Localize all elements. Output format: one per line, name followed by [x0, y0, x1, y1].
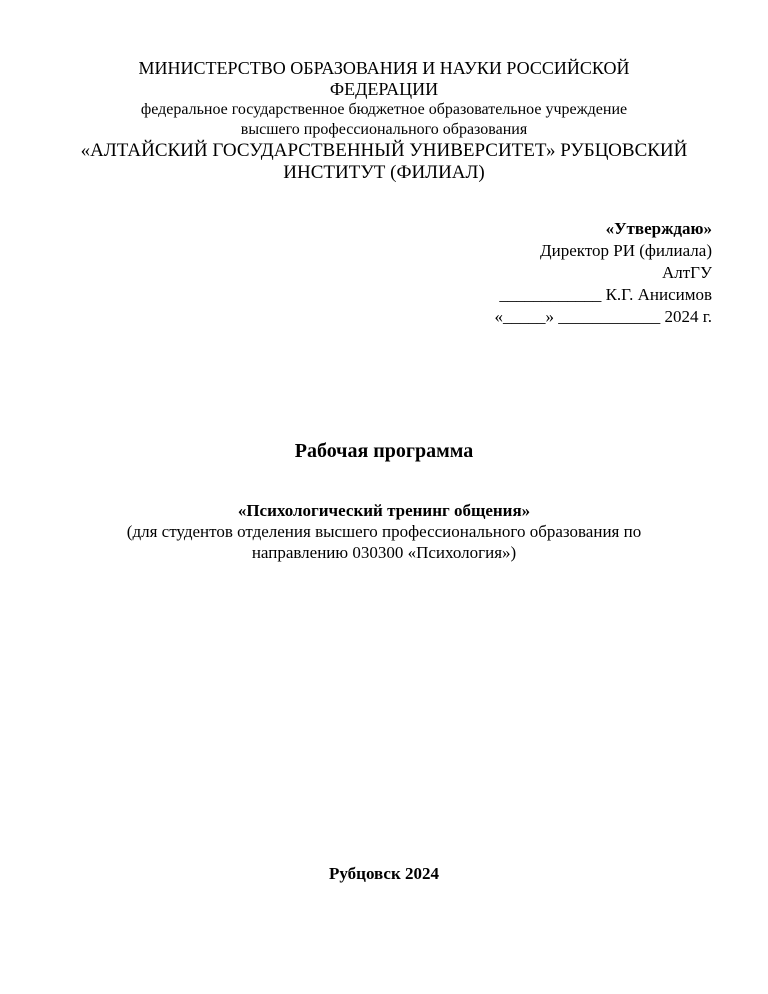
institution-header — [60, 58, 708, 184]
federal-line-1: федеральное государственное бюджетное образовательное учреждение — [140, 101, 628, 118]
document-title: Рабочая программа — [294, 440, 474, 462]
approval-position-line-1: Директор РИ (филиала) — [540, 241, 712, 260]
university-line-1: «АЛТАЙСКИЙ ГОСУДАРСТВЕННЫЙ УНИВЕРСИТЕТ» РУБЦОВСКИЙ — [80, 140, 688, 161]
ministry-line-2: ФЕДЕРАЦИИ — [329, 79, 439, 99]
approval-block — [494, 218, 712, 328]
approval-signature: ____________ К.Г. Анисимов — [499, 285, 712, 304]
subject-name: «Психологический тренинг общения» — [237, 501, 531, 520]
city-year: Рубцовск 2024 — [328, 864, 439, 883]
ministry-line-1: МИНИСТЕРСТВО ОБРАЗОВАНИЯ И НАУКИ РОССИЙСКОЙ — [138, 58, 630, 78]
federal-line-2: высшего профессионального образования — [240, 121, 528, 138]
approval-title: «Утверждаю» — [605, 219, 712, 238]
university-line-2: ИНСТИТУТ (ФИЛИАЛ) — [283, 162, 485, 183]
subject-line-2: направлению 030300 «Психология») — [251, 543, 517, 562]
subject-block — [40, 500, 728, 563]
approval-date: «_____» ____________ 2024 г. — [494, 307, 712, 326]
subject-line-1: (для студентов отделения высшего профессионального образования по — [126, 522, 642, 541]
approval-position-line-2: АлтГУ — [661, 263, 712, 282]
